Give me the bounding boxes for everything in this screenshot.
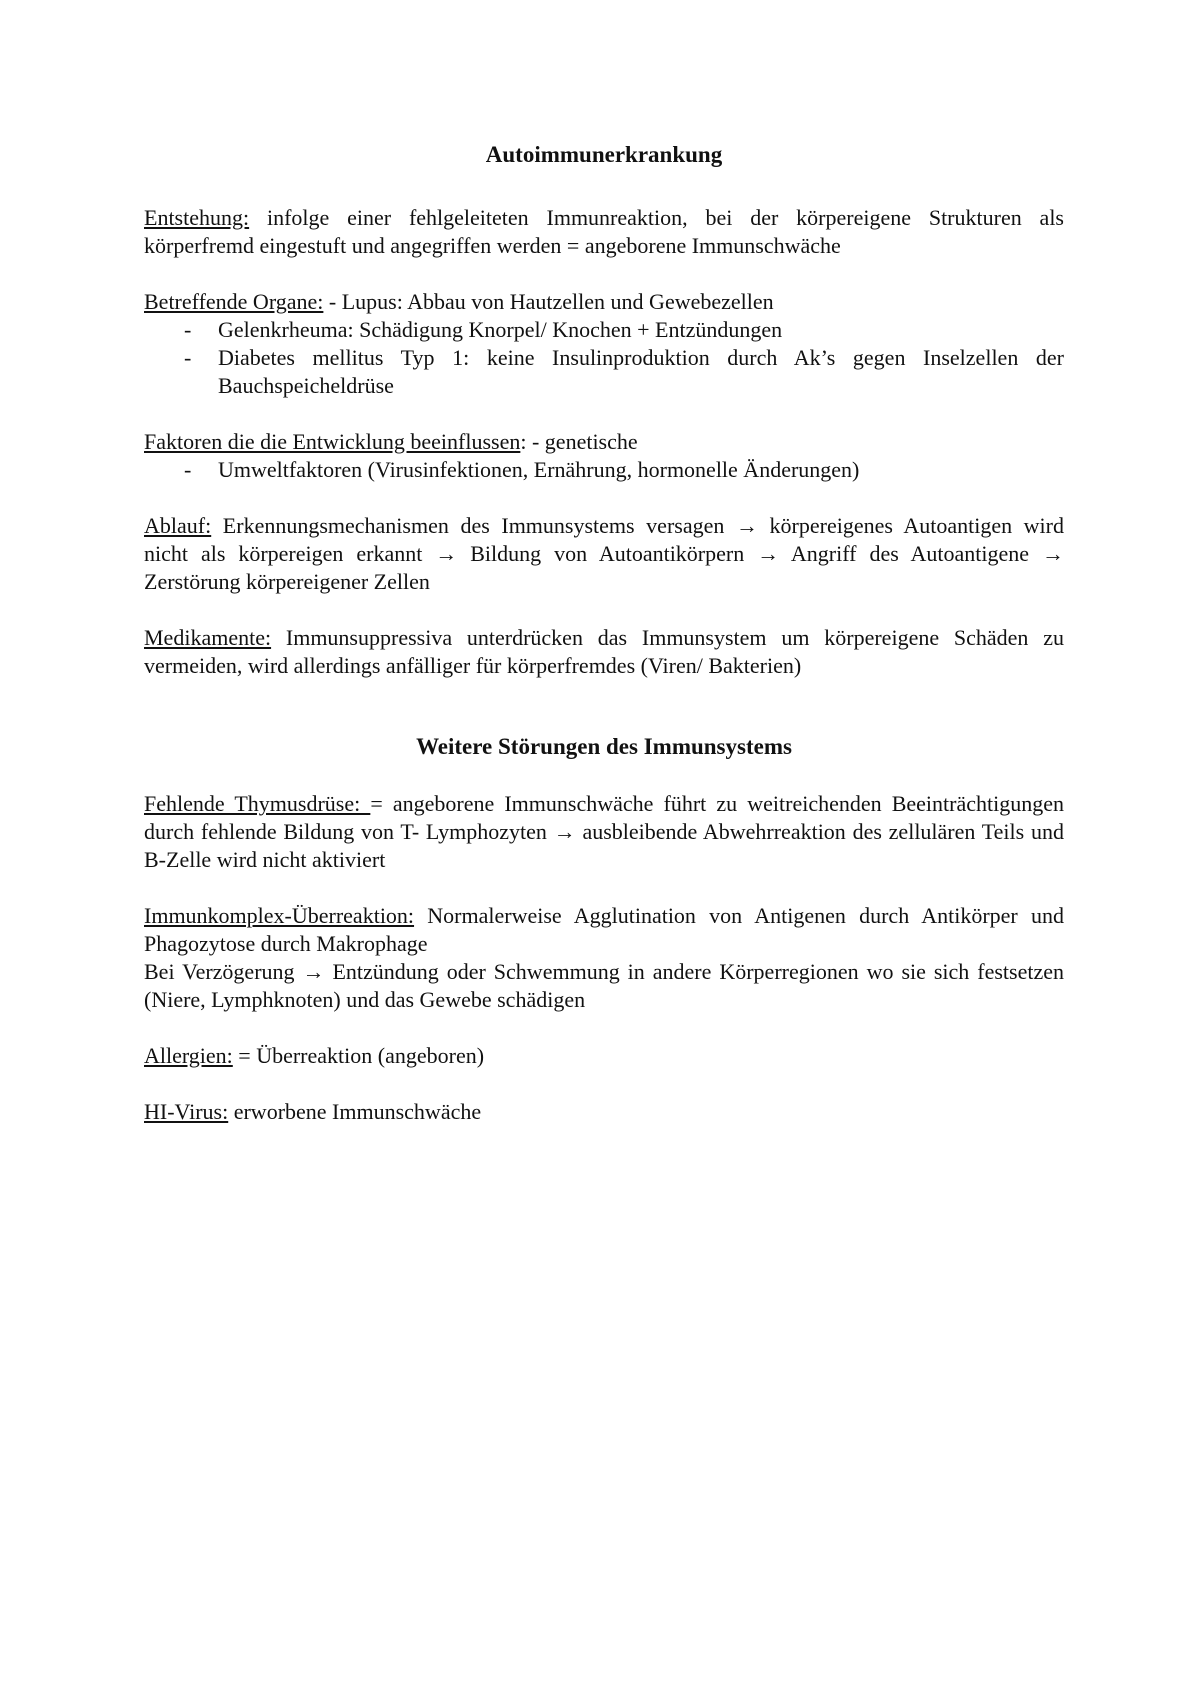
paragraph-thymus	[144, 790, 1064, 874]
paragraph-faktoren	[144, 428, 1064, 456]
list-faktoren	[144, 456, 1064, 484]
paragraph-ablauf	[144, 512, 1064, 596]
paragraph-allergien	[144, 1042, 1064, 1070]
text-medikamente: Immunsuppressiva unterdrücken das Immunsystem um körpereigene Schäden zu vermeiden, wird allerdings anfälliger für körperfremdes (Viren/ Bakterien)	[144, 625, 1064, 678]
paragraph-organe	[144, 288, 1064, 316]
text-ablauf: Erkennungsmechanismen des Immunsystems versagen → körpereigenes Autoantigen wird nicht als körpereigen erkannt → Bildung von Autoantikörpern → Angriff des Autoantigene → Zerstörung körpereigener Zellen	[144, 513, 1064, 594]
label-ablauf: Ablauf:	[144, 513, 212, 538]
dash-bullet: -	[184, 345, 192, 370]
text-thymus: = angeborene Immunschwäche führt zu weitreichenden Beeinträchtigungen durch fehlende Bildung von T- Lymphozyten → ausbleibende Abwehrreaktion des zellulären Teils und B-Zelle wird nicht aktiviert	[144, 791, 1065, 872]
text-faktoren: : - genetische	[520, 429, 638, 454]
text-immunkomplex: Normalerweise Agglutination von Antigenen durch Antikörper und Phagozytose durch Makrophage	[144, 903, 1064, 956]
text-organe: - Lupus: Abbau von Hautzellen und Gewebezellen	[323, 289, 774, 314]
label-thymus: Fehlende Thymusdrüse:	[144, 791, 371, 816]
label-immunkomplex: Immunkomplex-Überreaktion:	[144, 903, 415, 928]
label-faktoren: Faktoren die die Entwicklung beeinflussen	[144, 429, 521, 454]
text-allergien: = Überreaktion (angeboren)	[232, 1043, 485, 1068]
label-medikamente: Medikamente:	[144, 625, 272, 650]
paragraph-hiv	[144, 1098, 1064, 1126]
list-organe	[144, 316, 1064, 400]
text-hiv: erworbene Immunschwäche	[228, 1099, 482, 1124]
label-entstehung: Entstehung:	[144, 205, 250, 230]
label-hiv: HI-Virus:	[144, 1099, 229, 1124]
paragraph-entstehung	[144, 204, 1064, 260]
paragraph-medikamente	[144, 624, 1064, 680]
label-organe: Betreffende Organe:	[144, 289, 324, 314]
text-entstehung: infolge einer fehlgeleiteten Immunreaktion, bei der körpereigene Strukturen als körperfremd eingestuft und angegriffen werden = angeborene Immunschwäche	[144, 205, 1064, 258]
section-title-autoimmunerkrankung: Autoimmunerkrankung	[485, 142, 723, 167]
section-title-weitere-stoerungen: Weitere Störungen des Immunsystems	[416, 734, 792, 759]
paragraph-immunkomplex-cont: Bei Verzögerung → Entzündung oder Schwemmung in andere Körperregionen wo sie sich festsetzen (Niere, Lymphknoten) und das Gewebe schädigen	[144, 959, 1064, 1012]
dash-bullet: -	[184, 457, 192, 482]
list-item: - Diabetes mellitus Typ 1: keine Insulinproduktion durch Ak’s gegen Inselzellen der Bauchspeicheldrüse	[184, 345, 1064, 398]
label-allergien: Allergien:	[144, 1043, 233, 1068]
paragraph-immunkomplex	[144, 902, 1064, 958]
document-page	[144, 140, 1064, 1126]
list-item: - Gelenkrheuma: Schädigung Knorpel/ Knochen + Entzündungen	[184, 317, 783, 342]
list-item: - Umweltfaktoren (Virusinfektionen, Ernährung, hormonelle Änderungen)	[184, 457, 860, 482]
dash-bullet: -	[184, 317, 192, 342]
